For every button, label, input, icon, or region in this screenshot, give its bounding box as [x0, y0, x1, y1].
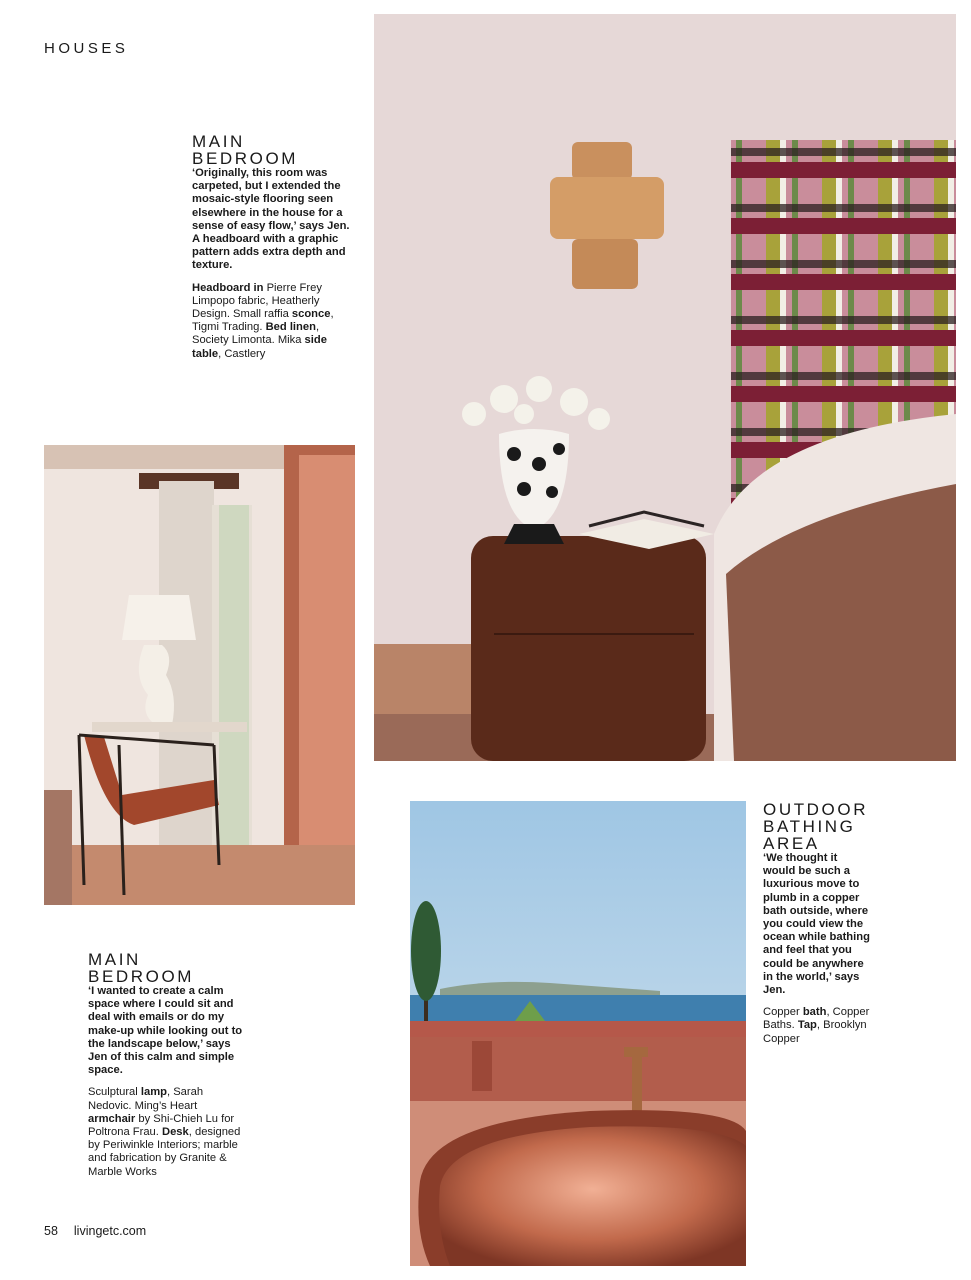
credit-text: Copper [763, 1006, 803, 1019]
section-label: HOUSES [44, 40, 129, 57]
caption-title-line: MAIN [192, 132, 245, 151]
caption-credits [763, 1006, 871, 1046]
credit-text: , Copper Baths. [763, 1006, 870, 1032]
caption-title [763, 801, 871, 852]
credit-item-name: armchair [88, 1112, 136, 1125]
credit-text: Sculptural [88, 1086, 141, 1099]
credit-text: by Shi-Chieh Lu for Poltrona Frau. [88, 1112, 235, 1139]
copper-bath-illustration [418, 1110, 746, 1266]
credit-text: , Brooklyn Copper [763, 1019, 867, 1045]
side-table-illustration [471, 536, 706, 761]
photo-bedroom-headboard [374, 14, 956, 761]
page-number: 58 [44, 1224, 58, 1238]
caption-quote: ‘We thought it would be such a luxurious move to plumb in a copper bath outside, where you could view the ocean while bathing and feel that you could be anywhere in the world,’ says Jen. [763, 852, 870, 997]
credit-item-name: side table [192, 334, 327, 360]
caption-credits [88, 1086, 246, 1178]
caption-title-line: BATHING [763, 817, 856, 836]
caption-title-line: BEDROOM [88, 967, 195, 986]
credit-text: , Castlery [218, 347, 266, 360]
caption-outdoor-bathing [763, 801, 871, 1046]
caption-main-bedroom-top [192, 133, 352, 361]
caption-credits [192, 282, 352, 361]
credit-text: Pierre Frey Limpopo fabric, Heatherly Design. Small raffia [192, 281, 322, 321]
caption-title-line: AREA [763, 834, 820, 853]
credit-item-name: Tap [797, 1019, 817, 1032]
caption-title-line: BEDROOM [192, 149, 299, 168]
credit-item-name: Desk [162, 1126, 189, 1139]
caption-quote: ‘I wanted to create a calm space where I could sit and deal with emails or do my make-up while looking out to the landscape below,’ says Jen of this calm and simple space. [88, 985, 243, 1077]
caption-title [88, 951, 246, 985]
photo-bedroom-desk-corner [44, 445, 355, 905]
page-folio [44, 1224, 146, 1238]
credit-text: , Sarah Nedovic. Ming’s Heart [88, 1086, 204, 1112]
caption-quote: ‘Originally, this room was carpeted, but I extended the mosaic-style flooring seen elsewhere in the house for a sense of easy flow,’ says Jen. A headboard with a graphic pattern adds extra depth and texture. [192, 167, 350, 272]
caption-main-bedroom-bottom [88, 951, 246, 1179]
credit-text: , designed by Periwinkle Interiors; marble and fabrication by Granite & Marble Works [88, 1126, 241, 1178]
credit-item-name: Headboard in [192, 281, 264, 294]
site-link[interactable]: livingetc.com [73, 1224, 147, 1238]
credit-text: , Society Limonta. Mika [192, 321, 320, 347]
caption-title-line: OUTDOOR [763, 800, 869, 819]
credit-text: , Tigmi Trading. [192, 308, 334, 334]
caption-title [192, 133, 352, 167]
photo-outdoor-copper-bath [410, 801, 746, 1266]
credit-item-name: bath [802, 1006, 827, 1019]
caption-title-line: MAIN [88, 950, 141, 969]
credit-item-name: sconce [291, 308, 331, 321]
credit-item-name: lamp [140, 1086, 167, 1099]
credit-item-name: Bed linen [265, 321, 316, 334]
